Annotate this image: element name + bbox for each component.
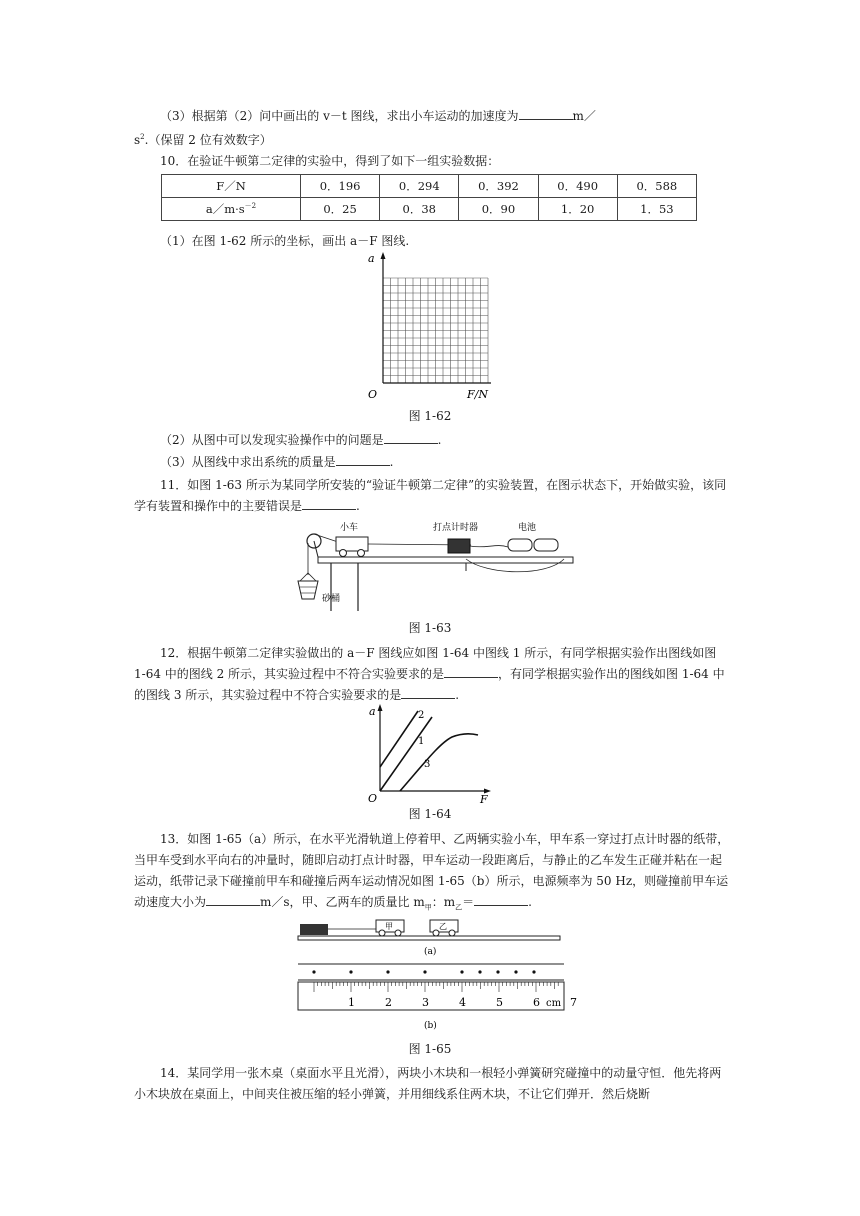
table-cell: 0．392 — [459, 175, 538, 198]
label-sand-bucket: 砂桶 — [322, 594, 341, 604]
q9-part3: （3）根据第（2）问中画出的 v－t 图线，求出小车运动的加速度为 $m/s^2$.（保留 2 位有效数字） — [134, 109, 596, 147]
figure-caption: 图 1-63 — [408, 621, 452, 635]
answer-blank — [444, 665, 498, 678]
ruler-number: 2 — [385, 996, 392, 1009]
axis-label-a: a — [368, 252, 375, 265]
graph-line-3 — [400, 734, 478, 791]
timer-icon — [300, 924, 328, 935]
line-label-2: 2 — [418, 710, 425, 721]
table-row — [162, 175, 697, 198]
answer-blank — [384, 431, 438, 444]
axis-label-origin: O — [368, 388, 378, 401]
axis-label-f: F — [480, 793, 488, 806]
table-row — [162, 198, 697, 221]
tape-dot — [423, 970, 426, 973]
figure-1-63-apparatus — [296, 515, 581, 615]
battery-icon — [508, 539, 532, 551]
table-cell: 0．90 — [459, 198, 538, 221]
table-cell: 0．490 — [538, 175, 617, 198]
tape-dot — [532, 970, 535, 973]
table-cell: 0．588 — [617, 175, 696, 198]
table-cell: 0．38 — [380, 198, 459, 221]
graph-line-2 — [380, 711, 418, 767]
axis-label-origin: O — [368, 792, 378, 805]
q12-stem: 12．根据牛顿第二定律实验做出的 a－F 图线应如图 1-64 中图线 1 所示，有同学根据实验作出图线如图 1-64 中的图线 2 所示，其实验过程中不符合实验要求的是 ，有同学根据实验作出的图线如图 1-64 中的图线 3 所示，其实验过程中不符合实验要求的是 . — [134, 646, 725, 702]
label-battery: 电池 — [518, 523, 537, 533]
cart-jia-label: 甲 — [385, 922, 393, 931]
q10-stem: 10．在验证牛顿第二定律的实验中，得到了如下一组实验数据： — [160, 154, 500, 168]
row-label-accel: $a/m\cdot s^{-2}$ — [162, 198, 301, 221]
tape-dot — [460, 970, 463, 973]
table-cell: 0．25 — [301, 198, 380, 221]
table-cell: 1．20 — [538, 198, 617, 221]
ruler-number: 6 — [533, 996, 540, 1009]
tape-dot — [349, 970, 352, 973]
tape-dot — [386, 970, 389, 973]
data-table — [161, 174, 697, 221]
q10-part1: （1）在图 1-62 所示的坐标，画出 a－F 图线. — [160, 234, 410, 248]
figure-caption: 图 1-62 — [408, 409, 452, 423]
figure-1-64-graph — [366, 703, 496, 805]
sand-bucket-icon — [298, 581, 318, 599]
q13-stem: 13．如图 1-65（a）所示，在水平光滑轨道上停着甲、乙两辆实验小车，甲车系一穿过打点计时器的纸带，当甲车受到水平向右的冲量时，随即启动打点计时器，甲车运动一段距离后，与静止的乙车发生正碰并粘在一起运动，纸带记录下碰撞前甲车和碰撞后两车运动情况如图 1-65（b）所示，电源频率为 50 Hz，则碰撞前甲车运动速度大小为 m／s，甲、乙两车的质量比 $m_甲$：$m_乙=$ . — [134, 832, 730, 912]
q11-stem: 11．如图 1-63 所示为某同学所安装的“验证牛顿第二定律”的实验装置，在图示状态下，开始做实验，该同学有装置和操作中的主要错误是 . — [134, 478, 727, 513]
cart-icon — [336, 537, 368, 551]
figure-caption: 图 1-65 — [408, 1042, 452, 1056]
answer-blank — [519, 107, 573, 120]
label-b: (b) — [424, 1021, 437, 1031]
ruler-unit-cm: cm — [546, 998, 562, 1009]
tape-dot — [496, 970, 499, 973]
answer-blank — [336, 453, 390, 466]
axis-label-f: F/N — [467, 388, 488, 401]
tape-dot — [312, 970, 315, 973]
ruler-number: 4 — [459, 996, 466, 1009]
table-cell: 0．196 — [301, 175, 380, 198]
label-timer: 打点计时器 — [433, 523, 479, 533]
answer-blank — [401, 686, 455, 699]
answer-blank — [302, 497, 356, 510]
answer-blank — [206, 893, 260, 906]
cart-yi-label: 乙 — [439, 922, 447, 931]
table-cell: 0．294 — [380, 175, 459, 198]
label-a: (a) — [424, 947, 437, 957]
figure-1-65-carts-and-ruler — [294, 914, 577, 1038]
q14-stem: 14．某同学用一张木桌（桌面水平且光滑），两块小木块和一根轻小弹簧研究碰撞中的动量守恒．他先将两小木块放在桌面上，中间夹住被压缩的轻小弹簧，并用细线系住两木块，不让它们弹开．然后烧断 — [134, 1066, 722, 1101]
table-cell: 1．53 — [617, 198, 696, 221]
ruler-number: 3 — [422, 996, 429, 1009]
label-cart: 小车 — [340, 523, 359, 533]
line-label-1: 1 — [418, 736, 425, 747]
ruler-number: 7 — [570, 996, 577, 1009]
tape-dot — [514, 970, 517, 973]
figure-caption: 图 1-64 — [408, 807, 452, 821]
ruler-number: 5 — [496, 996, 503, 1009]
ruler-number: 1 — [348, 996, 355, 1009]
timer-icon — [448, 539, 470, 553]
row-label-force: F／N — [162, 175, 301, 198]
q10-part2: （2）从图中可以发现实验操作中的问题是 . — [160, 433, 442, 447]
axis-label-a: a — [369, 705, 376, 718]
line-label-3: 3 — [424, 759, 431, 770]
tape-dot — [478, 970, 481, 973]
answer-blank — [474, 893, 528, 906]
figure-1-62-grid — [366, 250, 496, 405]
q10-part3: （3）从图线中求出系统的质量是 . — [160, 455, 394, 469]
